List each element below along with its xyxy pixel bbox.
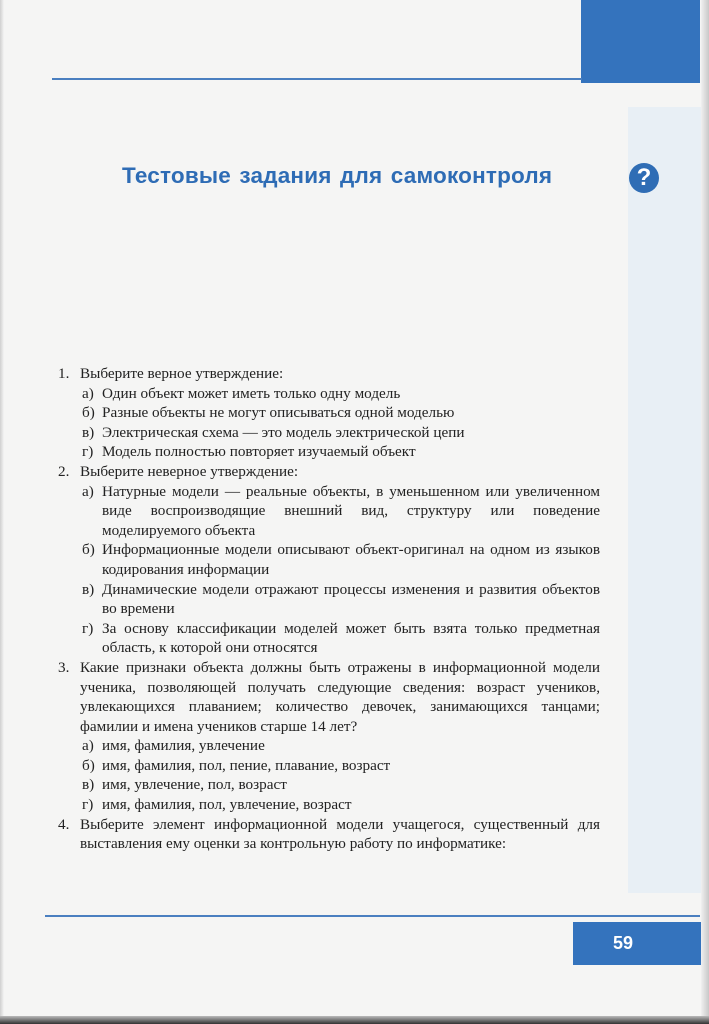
answer-options [80, 384, 600, 462]
bottom-divider [45, 915, 700, 917]
option-letter: в) [82, 580, 95, 598]
option-text: За основу классификации моделей может быть взята только предметная область, к которой они относятся [102, 619, 600, 657]
option-text: имя, увлечение, пол, возраст [102, 776, 287, 794]
top-color-block [581, 0, 700, 83]
option-text: имя, фамилия, пол, пение, плавание, возраст [102, 756, 391, 774]
answer-option [82, 540, 600, 579]
option-letter: б) [82, 541, 95, 559]
page-edge-left [0, 0, 4, 1024]
test-questions [58, 364, 600, 854]
question-text: Выберите элемент информационной модели учащегося, существенный для выставления ему оценки за контрольную работу по информатике: [80, 815, 600, 853]
answer-option [82, 736, 600, 756]
question-2 [58, 462, 600, 658]
option-letter: в) [82, 423, 95, 441]
answer-option [82, 384, 600, 404]
side-margin-strip [628, 107, 701, 893]
option-text: Динамические модели отражают процессы изменения и развития объектов во времени [102, 580, 600, 618]
question-number: 3. [58, 658, 70, 676]
page-number-block [573, 922, 701, 965]
top-divider [52, 78, 582, 80]
option-text: Электрическая схема — это модель электрической цепи [102, 423, 465, 441]
option-letter: а) [82, 737, 94, 755]
question-3 [58, 658, 600, 815]
answer-option [82, 423, 600, 443]
option-letter: г) [82, 443, 94, 461]
question-4 [58, 815, 600, 854]
section-title: Тестовые задания для самоконтроля [122, 163, 553, 188]
option-text: Натурные модели — реальные объекты, в уменьшенном или увеличенном виде воспроизводящие внешний вид, структуру или поведение моделируемого объекта [102, 482, 600, 539]
answer-options [80, 736, 600, 814]
answer-options [80, 482, 600, 658]
question-text: Выберите неверное утверждение: [80, 462, 299, 480]
question-number: 4. [58, 815, 70, 833]
option-letter: а) [82, 384, 94, 402]
option-text: Разные объекты не могут описываться одной моделью [102, 404, 455, 422]
option-text: имя, фамилия, увлечение [102, 737, 265, 755]
option-letter: г) [82, 796, 94, 814]
option-letter: б) [82, 404, 95, 422]
answer-option [82, 442, 600, 462]
option-text: Информационные модели описывают объект-оригинал на одном из языков кодирования информации [102, 541, 600, 578]
option-text: имя, фамилия, пол, увлечение, возраст [102, 796, 352, 814]
question-circle-icon: ? [629, 163, 659, 193]
question-1 [58, 364, 600, 462]
answer-option [82, 775, 600, 795]
page-edge-bottom [0, 1016, 709, 1024]
option-letter: а) [82, 482, 94, 500]
answer-option [82, 482, 600, 541]
page-edge-right [701, 0, 709, 1024]
answer-option [82, 756, 600, 776]
option-letter: б) [82, 756, 95, 774]
option-text: Модель полностью повторяет изучаемый объект [102, 443, 416, 461]
page-number: 59 [612, 933, 634, 953]
answer-option [82, 403, 600, 423]
answer-option [82, 580, 600, 619]
question-number: 2. [58, 462, 70, 480]
question-number: 1. [58, 365, 70, 382]
answer-option [82, 619, 600, 658]
option-letter: г) [82, 619, 94, 637]
answer-option [82, 795, 600, 815]
question-text: Какие признаки объекта должны быть отражены в информационной модели ученика, позволяющей получать следующие сведения: возраст учеников, увлекающихся плаванием; количество девочек, занимающихся танцами; фамилии и имена учеников старше 14 лет? [80, 658, 600, 735]
option-letter: в) [82, 776, 95, 794]
question-text: Выберите верное утверждение: [80, 365, 284, 382]
option-text: Один объект может иметь только одну модель [102, 384, 401, 402]
